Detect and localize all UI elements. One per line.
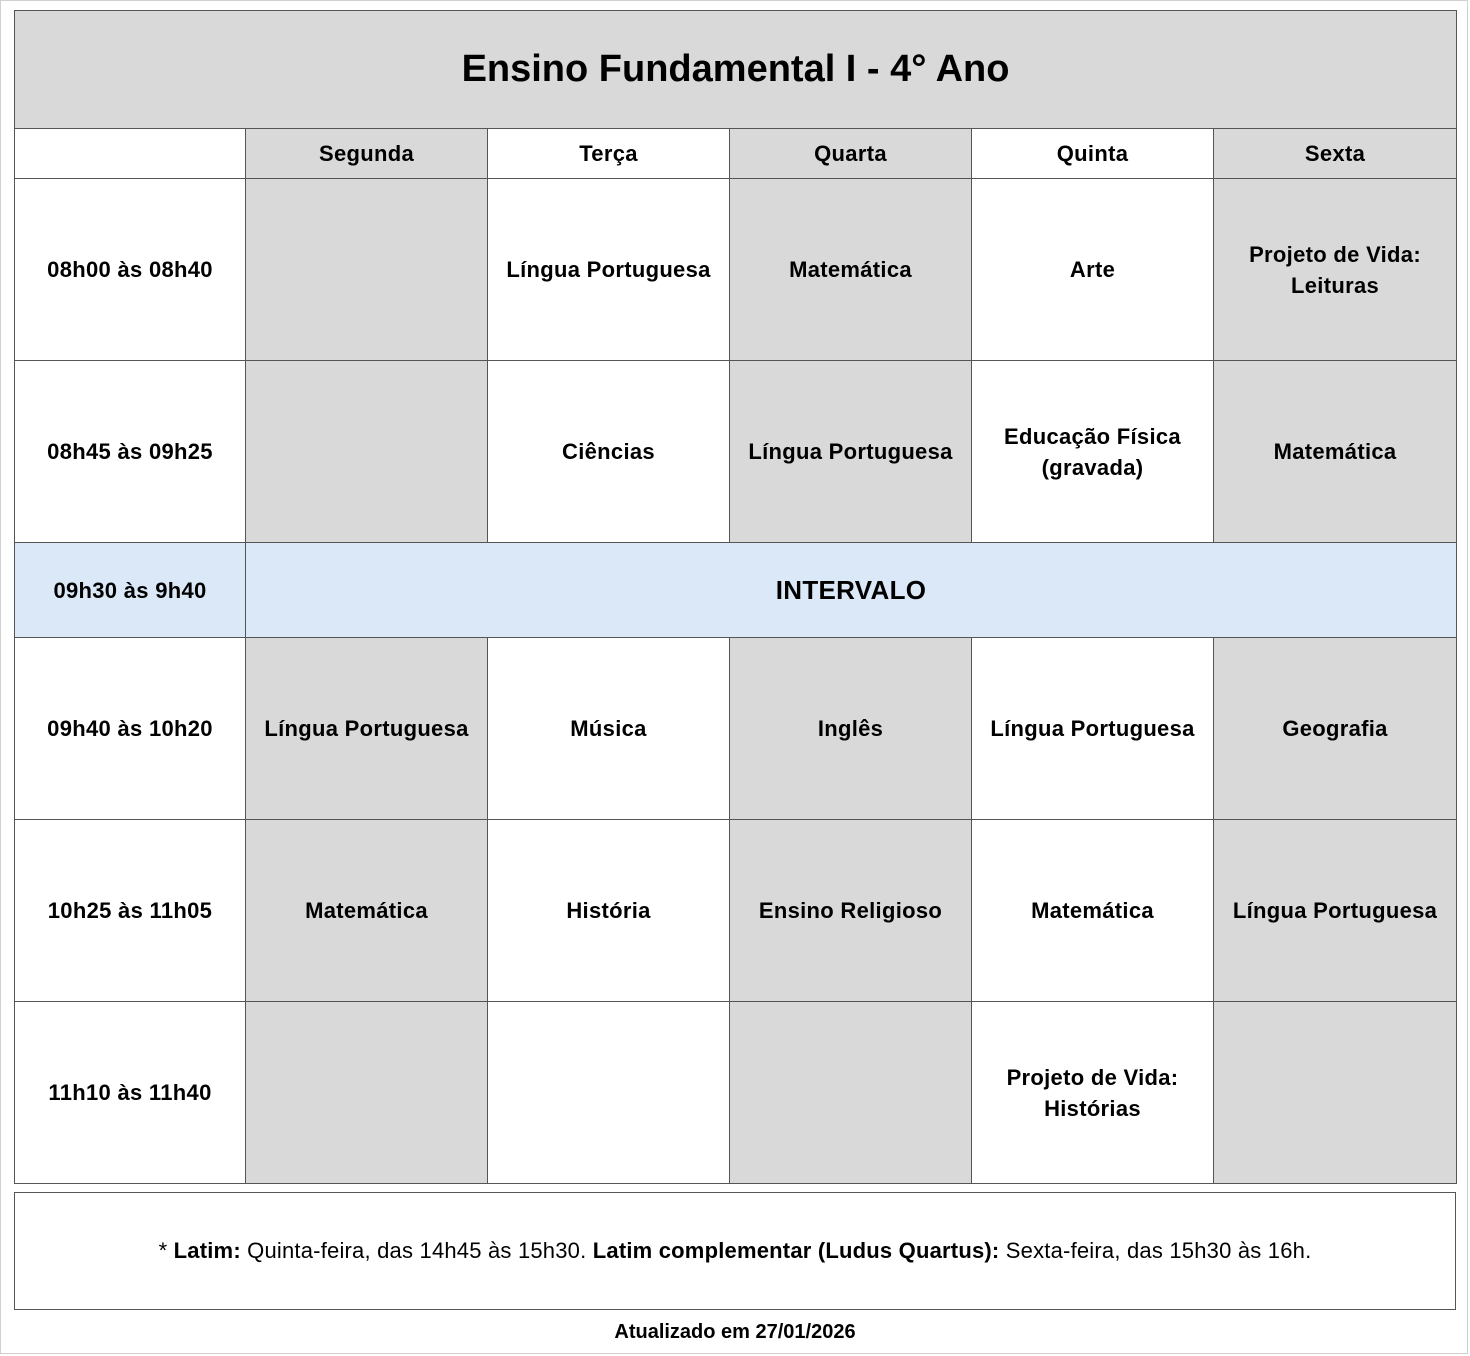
class-cell-segunda: [246, 179, 488, 361]
day-header-row: [15, 129, 1457, 179]
schedule-title: Ensino Fundamental I - 4° Ano: [15, 11, 1457, 129]
break-row: [15, 543, 1457, 638]
break-label: INTERVALO: [246, 543, 1457, 638]
time-slot-row: [15, 179, 1457, 361]
class-cell-terca: [488, 1002, 730, 1184]
class-cell-quinta: Educação Física (gravada): [972, 361, 1214, 543]
footnote-box: [14, 1192, 1456, 1310]
time-slot-row: [15, 361, 1457, 543]
class-cell-segunda: Língua Portuguesa: [246, 638, 488, 820]
time-slot-row: [15, 1002, 1457, 1184]
schedule-table: [14, 10, 1457, 1184]
class-cell-quarta: [730, 1002, 972, 1184]
footnote-label-latim-complementar: Latim complementar (Ludus Quartus):: [592, 1238, 1000, 1263]
class-cell-sexta: Língua Portuguesa: [1214, 820, 1457, 1002]
class-cell-quinta: Língua Portuguesa: [972, 638, 1214, 820]
class-cell-terca: Língua Portuguesa: [488, 179, 730, 361]
class-cell-terca: História: [488, 820, 730, 1002]
class-cell-quarta: Matemática: [730, 179, 972, 361]
class-cell-segunda: Matemática: [246, 820, 488, 1002]
class-cell-terca: Ciências: [488, 361, 730, 543]
class-cell-sexta: Matemática: [1214, 361, 1457, 543]
class-cell-quinta: Matemática: [972, 820, 1214, 1002]
time-label: 11h10 às 11h40: [15, 1002, 246, 1184]
class-cell-quinta: Projeto de Vida: Histórias: [972, 1002, 1214, 1184]
updated-date: Atualizado em 27/01/2026: [614, 1321, 856, 1343]
class-cell-quarta: Língua Portuguesa: [730, 361, 972, 543]
day-header-sexta: Sexta: [1214, 129, 1457, 179]
class-cell-sexta: Projeto de Vida: Leituras: [1214, 179, 1457, 361]
footnote-latim-schedule: Quinta-feira, das 14h45 às 15h30.: [240, 1238, 593, 1263]
class-cell-segunda: [246, 361, 488, 543]
class-cell-quinta: Arte: [972, 179, 1214, 361]
corner-cell: [15, 129, 246, 179]
class-cell-quarta: Ensino Religioso: [730, 820, 972, 1002]
time-label: 08h45 às 09h25: [15, 361, 246, 543]
time-slot-row: [15, 638, 1457, 820]
time-label: 09h40 às 10h20: [15, 638, 246, 820]
day-header-quinta: Quinta: [972, 129, 1214, 179]
footnote-text: [159, 1238, 1312, 1264]
footnote-prefix: *: [158, 1238, 174, 1263]
day-header-quarta: Quarta: [730, 129, 972, 179]
time-label: 09h30 às 9h40: [15, 543, 246, 638]
time-label: 10h25 às 11h05: [15, 820, 246, 1002]
time-slot-row: [15, 820, 1457, 1002]
class-cell-sexta: Geografia: [1214, 638, 1457, 820]
footnote-label-latim: Latim:: [173, 1238, 241, 1263]
time-label: 08h00 às 08h40: [15, 179, 246, 361]
day-header-segunda: Segunda: [246, 129, 488, 179]
class-cell-sexta: [1214, 1002, 1457, 1184]
class-cell-terca: Música: [488, 638, 730, 820]
footnote-latim-complementar-schedule: Sexta-feira, das 15h30 às 16h.: [999, 1238, 1312, 1263]
day-header-terca: Terça: [488, 129, 730, 179]
class-cell-segunda: [246, 1002, 488, 1184]
class-cell-quarta: Inglês: [730, 638, 972, 820]
